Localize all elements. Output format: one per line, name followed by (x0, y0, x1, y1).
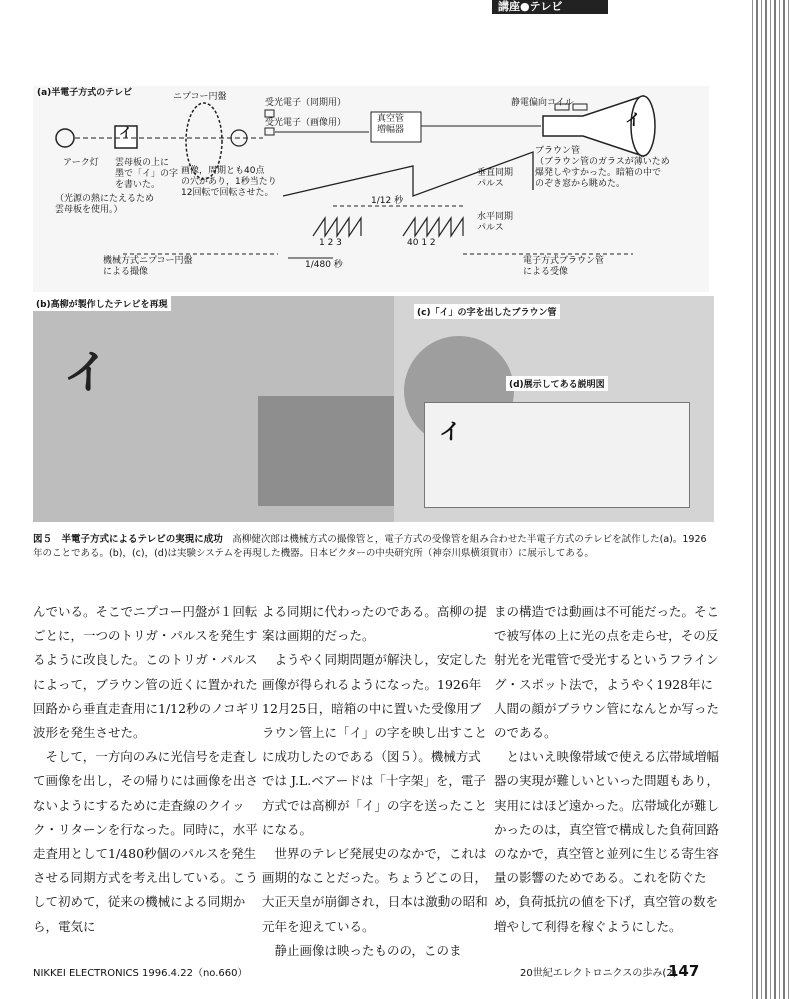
pulse-nums-right: 40 1 2 (407, 238, 436, 248)
paragraph: そして，一方向のみに光信号を走査して画像を出し，その帰りには画像を出さないようにするために走査線のクイック・リターンを行なった。同時に，水平走査用として1/480秒個のパルスを発生させる同期方式を考え出している。こうして初めて，従来の機械による同期から，電気に (33, 749, 259, 934)
mica-note-label: （光源の熱にたえるため 雲母板を使用。） (55, 194, 155, 215)
photo-b-label: (b)高柳が製作したテレビを再現 (33, 296, 171, 311)
text-column-2 (262, 600, 490, 963)
deflection-coil-label: 静電偏向コイル (511, 98, 574, 108)
mica-text-label: 雲母板の上に 墨で「イ」の字 を書いた。 (115, 158, 179, 190)
scan-edge-artifact (749, 0, 791, 999)
paragraph: 世界のテレビ発展史のなかで，これは画期的なことだった。ちょうどこの日，大正天皇が崩御され，日本は激動の昭和元年を迎えている。 (262, 846, 488, 934)
amplifier-label: 真空管 増幅器 (377, 114, 405, 135)
receiver-side-label: 電子方式ブラウン管 による受像 (523, 256, 605, 277)
figure-caption (33, 533, 713, 561)
paragraph: よる同期に代わったのである。高柳の提案は画期的だった。 (262, 604, 487, 644)
arc-lamp-label: アーク灯 (63, 158, 99, 168)
photocell-sync-label: 受光電子（同期用） (265, 98, 347, 108)
mica-char-i: イ (119, 126, 133, 141)
paragraph: んでいる。そこでニプコー円盤が１回転ごとに，一つのトリガ・パルスを発生するように改良した。このトリガ・パルスによって，ブラウン管の近くに置かれた回路から垂直走査用に1/12秒のノコギリ波形を発生させた。 (33, 604, 261, 741)
series-tag: 講座●テレビ (492, 0, 608, 14)
disk-note-label: 画像，周期とも40点 の穴があり，1秒当たり 12回転で回転させた。 (181, 166, 277, 198)
footer-journal: NIKKEI ELECTRONICS 1996.4.22（no.660） (33, 968, 248, 979)
camera-side-label: 機械方式ニプコー円盤 による撮像 (103, 256, 193, 277)
pulse-nums-left: 1 2 3 (319, 238, 342, 248)
crt-char-i: イ (625, 110, 642, 129)
photo-cd (394, 296, 714, 522)
text-column-1 (33, 600, 261, 939)
text-column-3 (494, 600, 722, 939)
photo-d-panel (424, 402, 690, 508)
paragraph: とはいえ映像帯域で使える広帯域増幅器の実現が難しいといった問題もあり，実用にはほど遠かった。広帯域化が難しかったのは，真空管で構成した負荷回路のなかで，真空管と並列に生じる寄生容量の影響のためである。これを防ぐため，負荷抵抗の値を下げ，真空管の数を増やして利得を稼ぐようにした。 (494, 749, 720, 934)
period-h-label: 1/480 秒 (305, 260, 343, 270)
photo-b-char-i: イ (63, 345, 109, 399)
arc-lamp-shape (56, 129, 74, 147)
horizontal-sync-label: 水平同期 パルス (477, 212, 514, 233)
period-v-label: 1/12 秒 (371, 196, 404, 206)
crt-label: ブラウン管 （ブラウン管のガラスが薄いため 爆発しやすかった。暗箱の中で のぞき窓から眺めた。 (535, 146, 670, 189)
nipkow-disk-label: ニプコー円盤 (173, 92, 227, 102)
page-number: 147 (668, 962, 700, 980)
diagram-title: (a)半電子方式のテレビ (37, 88, 133, 98)
photo-c-label: (c)「イ」の字を出したブラウン管 (414, 304, 560, 319)
caption-label: 図５ 半電子方式によるテレビの実現に成功 (33, 534, 223, 545)
photocell-image-label: 受光電子（画像用） (265, 118, 347, 128)
figure-diagram (33, 86, 709, 292)
vertical-sync-label: 垂直同期 パルス (477, 168, 514, 189)
footer-series: 20世紀エレクトロニクスの歩み(2) (520, 968, 677, 979)
photo-d-char-i: イ (439, 420, 462, 445)
paragraph: まの構造では動画は不可能だった。そこで被写体の上に光の点を走らせ，その反射光を光電管で受光するというフライング・スポット法で，ようやく1928年に人間の顔がブラウン管になんとか写ったのである。 (494, 604, 720, 741)
photo-d-label: (d)展示してある説明図 (506, 376, 608, 391)
caption-text: 高柳健次郎は機械方式の撮像管と，電子方式の受像管を組み合わせた半電子方式のテレビを試作した(a)。1926年のことである。(b)，(c)，(d)は実験システムを再現した機器。日本ビクターの中央研究所（神奈川県横須賀市）に展示してある。 (33, 534, 707, 559)
paragraph: ようやく同期問題が解決し，安定した画像が得られるようになった。1926年12月25日，暗箱の中に置いた受像用ブラウン管上に「イ」の字を映し出すことに成功したのである（図５）。機械方式では J.L.ベアードは「十字架」を，電子方式では高柳が「イ」の字を送ったことになる。 (262, 652, 488, 837)
paragraph: 静止画像は映ったものの，このま (274, 942, 462, 958)
